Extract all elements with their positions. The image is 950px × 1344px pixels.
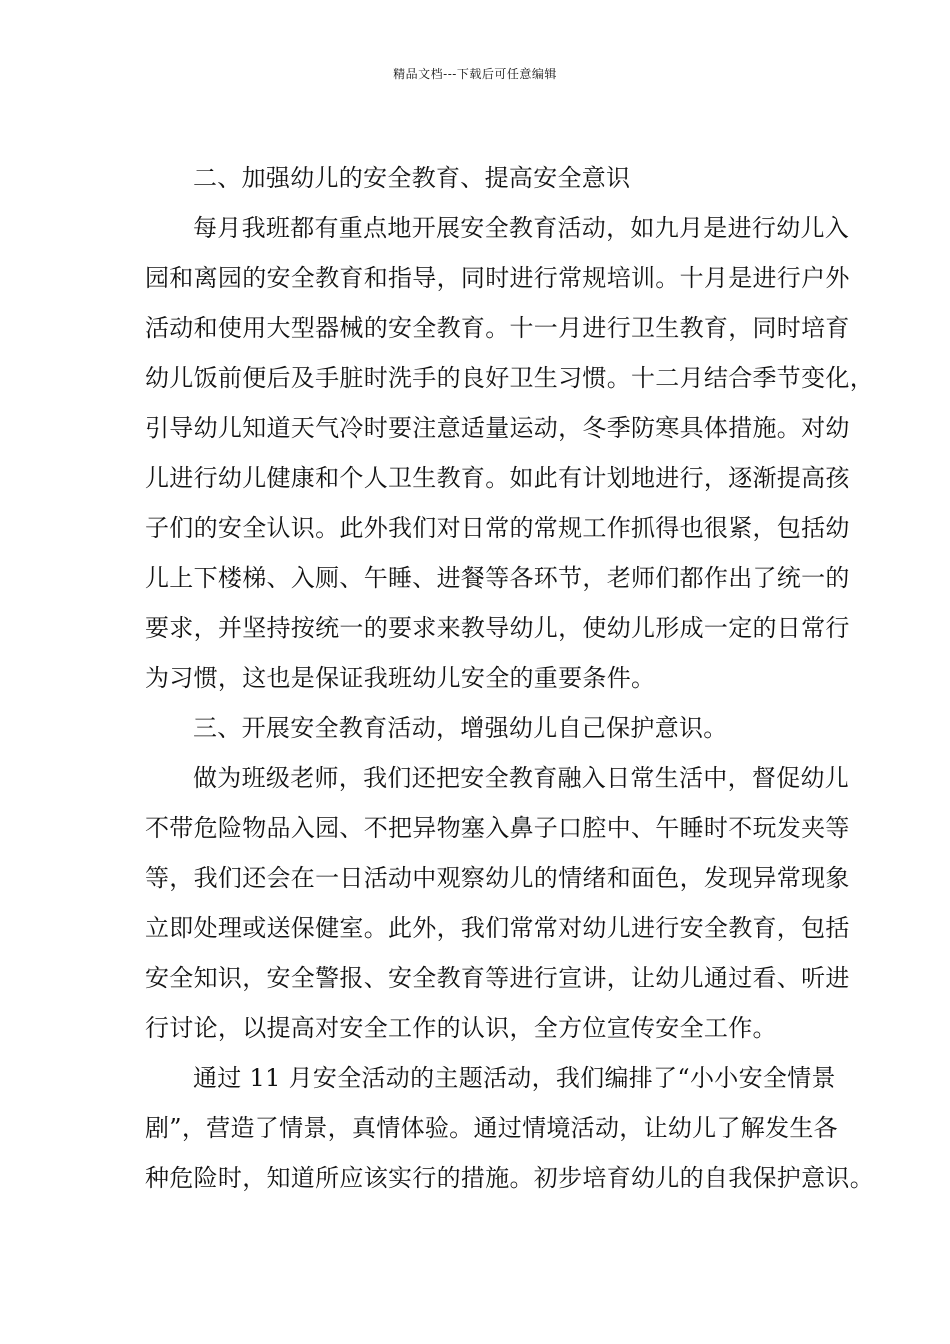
text-line: 立即处理或送保健室。此外，我们常常对幼儿进行安全教育，包括 xyxy=(145,914,850,942)
text-line: 三、开展安全教育活动，增强幼儿自己保护意识。 xyxy=(193,714,728,742)
text-line: 每月我班都有重点地开展安全教育活动，如九月是进行幼儿入 xyxy=(193,214,850,242)
text-line: 儿进行幼儿健康和个人卫生教育。如此有计划地进行，逐渐提高孩 xyxy=(145,464,850,492)
text-line: 幼儿饭前便后及手脏时洗手的良好卫生习惯。十二月结合季节变化， xyxy=(145,364,874,392)
text-line: 儿上下楼梯、入厕、午睡、进餐等各环节，老师们都作出了统一的 xyxy=(145,564,850,592)
text-line: 要求，并坚持按统一的要求来教导幼儿，使幼儿形成一定的日常行 xyxy=(145,614,850,642)
text-line: 引导幼儿知道天气冷时要注意适量运动，冬季防寒具体措施。对幼 xyxy=(145,414,850,442)
text-line: 子们的安全认识。此外我们对日常的常规工作抓得也很紧，包括幼 xyxy=(145,514,850,542)
paragraph xyxy=(145,753,850,1053)
text-line: 不带危险物品入园、不把异物塞入鼻子口腔中、午睡时不玩发夹等 xyxy=(145,814,850,842)
text-line: 二、加强幼儿的安全教育、提高安全意识 xyxy=(193,164,631,192)
section-heading xyxy=(145,153,825,203)
text-line: 做为班级老师，我们还把安全教育融入日常生活中，督促幼儿 xyxy=(193,764,850,792)
text-line: 园和离园的安全教育和指导，同时进行常规培训。十月是进行户外 xyxy=(145,264,850,292)
document-body xyxy=(145,153,874,1203)
text-line: 为习惯，这也是保证我班幼儿安全的重要条件。 xyxy=(145,664,656,692)
text-line: 行讨论，以提高对安全工作的认识，全方位宣传安全工作。 xyxy=(145,1014,777,1042)
text-line: 安全知识，安全警报、安全教育等进行宣讲，让幼儿通过看、听进 xyxy=(145,964,850,992)
paragraph xyxy=(145,1053,874,1203)
section-heading xyxy=(145,703,825,753)
text-line: 活动和使用大型器械的安全教育。十一月进行卫生教育，同时培育 xyxy=(145,314,850,342)
text-line: 等，我们还会在一日活动中观察幼儿的情绪和面色，发现异常现象 xyxy=(145,864,850,892)
text-line: 通过 11 月安全活动的主题活动，我们编排了“小小安全情景 xyxy=(193,1064,836,1092)
page-header: 精品文档---下载后可任意编辑 xyxy=(393,67,557,81)
paragraph xyxy=(145,203,874,703)
text-line: 剧”，营造了情景，真情体验。通过情境活动，让幼儿了解发生各 xyxy=(145,1114,838,1142)
text-line: 种危险时，知道所应该实行的措施。初步培育幼儿的自我保护意识。 xyxy=(145,1164,874,1192)
